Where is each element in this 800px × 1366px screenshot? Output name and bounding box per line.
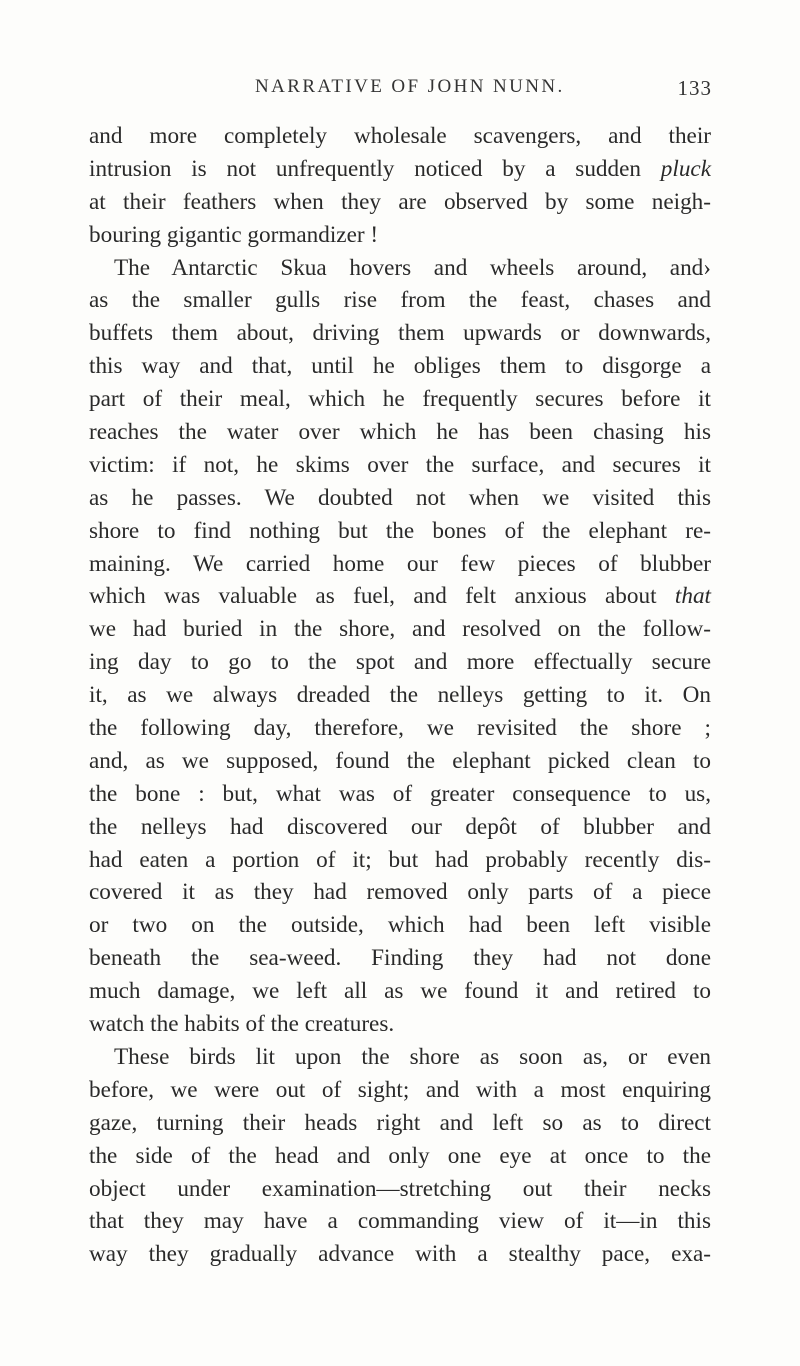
body-text bbox=[89, 120, 711, 1271]
text-line: ing day to go to the spot and more effectually secure bbox=[89, 649, 711, 676]
text-line: watch the habits of the creatures. bbox=[89, 1011, 395, 1038]
text-line: had eaten a portion of it; but had probably recently dis- bbox=[89, 846, 711, 873]
text-segment: which was valuable as fuel, and felt anxious about bbox=[89, 583, 675, 610]
text-line: the side of the head and only one eye at once to the bbox=[89, 1142, 711, 1169]
text-line bbox=[89, 153, 711, 186]
text-line bbox=[89, 580, 711, 613]
running-header bbox=[0, 76, 800, 104]
text-line: the following day, therefore, we revisited the shore ; bbox=[89, 715, 711, 742]
text-line: that they may have a commanding view of it—in this bbox=[89, 1208, 711, 1235]
page-number: 133 bbox=[677, 76, 712, 100]
text-line: the bone : but, what was of greater consequence to us, bbox=[89, 780, 711, 807]
text-line: as he passes. We doubted not when we visited this bbox=[89, 484, 711, 511]
text-line: buffets them about, driving them upwards or downwards, bbox=[89, 320, 711, 347]
text-line: victim: if not, he skims over the surface, and secures it bbox=[89, 451, 711, 478]
italic-word: pluck bbox=[660, 155, 711, 182]
text-line: as the smaller gulls rise from the feast, chases and bbox=[89, 287, 711, 314]
text-line: this way and that, until he obliges them to disgorge a bbox=[89, 353, 711, 380]
text-segment: intrusion is not unfrequently noticed by a sudden bbox=[89, 155, 661, 182]
text-line: object under examination—stretching out their necks bbox=[89, 1175, 711, 1202]
text-line: part of their meal, which he frequently secures before it bbox=[89, 386, 711, 413]
text-line: beneath the sea-weed. Finding they had not done bbox=[89, 945, 711, 972]
text-line: much damage, we left all as we found it and retired to bbox=[89, 978, 711, 1005]
text-line: These birds lit upon the shore as soon as, or even bbox=[114, 1043, 711, 1070]
text-line: and, as we supposed, found the elephant picked clean to bbox=[89, 747, 711, 774]
text-line: reaches the water over which he has been chasing his bbox=[89, 419, 711, 446]
text-line: way they gradually advance with a stealthy pace, exa- bbox=[89, 1241, 711, 1268]
running-title: NARRATIVE OF JOHN NUNN. bbox=[255, 76, 565, 97]
text-line: shore to find nothing but the bones of the elephant re- bbox=[89, 517, 711, 544]
text-line: covered it as they had removed only parts of a piece bbox=[89, 879, 711, 906]
text-line: bouring gigantic gormandizer ! bbox=[89, 221, 379, 248]
text-line: The Antarctic Skua hovers and wheels around, and› bbox=[114, 254, 711, 281]
italic-word: that bbox=[674, 583, 711, 610]
text-line: before, we were out of sight; and with a most enquiring bbox=[89, 1076, 711, 1103]
text-line: gaze, turning their heads right and left so as to direct bbox=[89, 1109, 711, 1136]
text-line: and more completely wholesale scavengers, and their bbox=[89, 123, 711, 149]
text-line: it, as we always dreaded the nelleys getting to it. On bbox=[89, 682, 711, 709]
text-line: the nelleys had discovered our depôt of blubber and bbox=[89, 813, 711, 840]
text-line: we had buried in the shore, and resolved on the follow- bbox=[89, 616, 711, 643]
text-line: maining. We carried home our few pieces of blubber bbox=[89, 550, 711, 577]
text-line: at their feathers when they are observed by some neigh- bbox=[89, 188, 711, 215]
text-line: or two on the outside, which had been left visible bbox=[89, 912, 711, 939]
